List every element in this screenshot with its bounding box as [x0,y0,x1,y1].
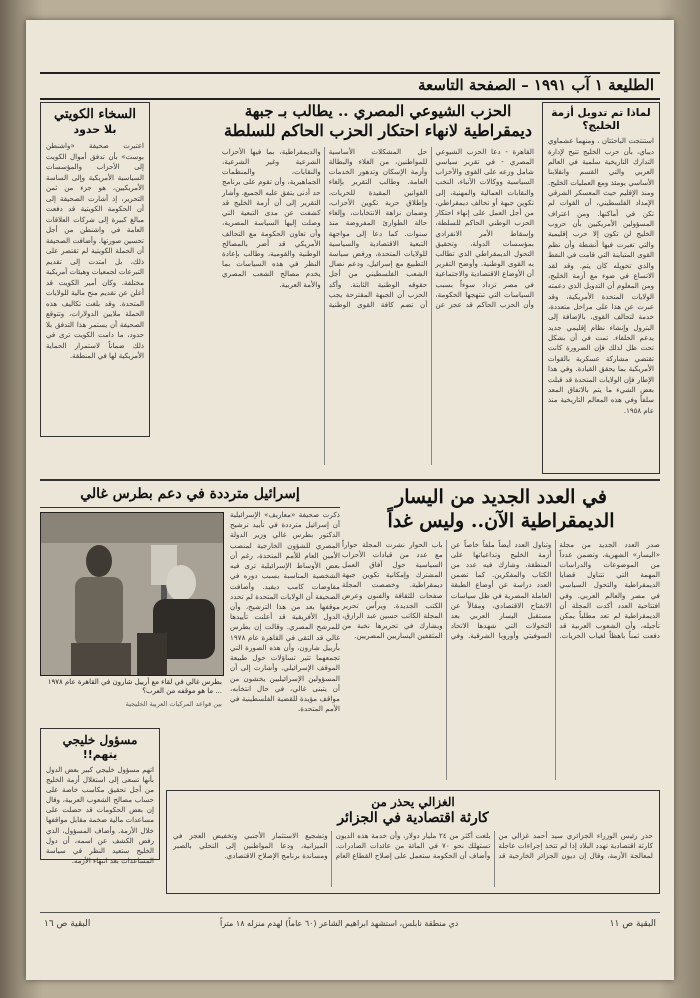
center-article [342,486,660,788]
page-footer [40,912,660,953]
kuwaiti-box-body: اعتبرت صحيفة «واشنطن بوست» بأن تدفق أموال الكويت إلى الأحزاب والمؤسسات السياسية الأمريكية وإلى الساسة الأمريكيين، هو جزء من ثمن التحرير، إذ أشارت الصحيفة إلى أن الحكومة الكويتية قد دفعت مبالغ كبيرة إلى شركات العلاقات العامة في واشنطن من أجل تحسين صورتها. وأضافت الصحيفة أن الحملة الكويتية لم تقتصر على ذلك، بل امتدت إلى تقديم التبرعات لجمعيات وهيئات أمريكية مختلفة. وكان أمير الكويت قد أعلن عن تقديم منح مالية للولايات المتحدة. وقد بلغت تكاليف هذه الحملة ملايين الدولارات، وتتوقع الصحيفة أن يستمر هذا التدفق بلا حدود، ما دامت الكويت ترى في ذلك ضماناً لاستمرار الحماية الأمريكية لها في المنطقة. [46,142,144,360]
gulf-official-subtitle: يتهم!! [82,748,118,761]
masthead: الطليعة ١ آب ١٩٩١ – الصفحة التاسعة [418,76,654,94]
gulf-official-box [40,728,160,866]
kuwaiti-box-title: السخاء الكويتي [53,107,136,122]
center-article-subheadline: الديمقراطية الآن.. وليس غداً [387,509,615,532]
ghali-photo-caption: بطرس غالي في لقاء مع أرييل شارون في القاهرة عام ١٩٧٨ ... ما هو موقفه من العرب؟ [47,678,222,696]
footer-center-text: دي منطقة نابلس، استشهد ابراهيم الشاعر (٦٠ عاماً) لهدم منزله ١٨ متراً [220,919,459,928]
kuwaiti-generosity-box [40,102,150,437]
center-article-headline: في العدد الجديد من اليسار [395,486,607,508]
main-article-kicker: الحزب الشيوعي المصري .. يطالب بـ جبهة [244,102,512,120]
footer-right-continuation: البقية ص ١١ [609,919,656,929]
footer-left-continuation: البقية ص ١٦ [44,919,91,929]
page-header [40,72,660,100]
gulf-official-title: مسؤول خليجي [62,733,138,747]
main-article [222,102,534,474]
boutros-ghali-article [40,486,340,722]
boutros-ghali-headline: إسرائيل مترددة في دعم بطرس غالي [40,486,340,508]
sidebar-gulf-box [542,102,660,474]
kuwaiti-box-subtitle: بلا حدود [73,123,117,137]
newspaper-page [26,20,674,980]
ghali-photo-credit: بين قواعد المركبات العربية الخليجية [125,700,222,708]
algeria-kicker: الغزالي يحذر من [371,795,455,809]
ghali-sharon-photo [40,512,224,676]
sidebar-gulf-title: لماذا تم تدويل أزمة الخليج؟ [551,107,651,133]
gulf-official-body: اتهم مسؤول خليجي كبير بعض الدول بأنها تسعى إلى استغلال أزمة الخليج من أجل تحقيق مكاسب خاصة على حساب مصالح الشعوب العربية، وقال إن بعض الحكومات قد حصلت على مساعدات مالية ضخمة مقابل مواقفها خلال الأزمة. وأضاف المسؤول، الذي رفض الكشف عن اسمه، أن دول الخليج ستعيد النظر في سياسة المساعدات بعد انتهاء الأزمة. [46,765,154,866]
ghali-sharon-illustration [41,513,223,675]
main-article-headline: ديمقراطية لانهاء احتكار الحزب الحاكم للسلطة [224,120,532,140]
section-divider [40,479,660,481]
boutros-ghali-body: ذكرت صحيفة «معاريف» الإسرائيلية أن إسرائيل مترددة في تأييد ترشيح الدكتور بطرس غالي وزير الدولة المصري للشؤون الخارجية لمنصب الأمين العام للأمم المتحدة، رغم أن بعض الأوساط الإسرائيلية ترى فيه الشخصية المناسبة بسبب دوره في مفاوضات كامب ديفيد. وأضافت الصحيفة أن الولايات المتحدة لم تحدد موقفها بعد من هذا الترشيح، وأن الدول الأفريقية قد أعلنت تأييدها للمرشح المصري. وقالت إن بطرس غالي قد التقى في القاهرة عام ١٩٧٨ بأرييل شارون، وأن هذه الصورة التي تجمعهما تثير تساؤلات حول طبيعة الموقف الإسرائيلي. وأشارت إلى أن المسؤولين الإسرائيليين يخشون من أن يتبنى غالي، في حال انتخابه، مواقف مؤيدة للقضية الفلسطينية في الأمم المتحدة. [230,510,340,714]
sidebar-gulf-body: استنتجت الباحثتان ، ومنهما عشماوي ديباي، بأن حرب الخليج تتيح لإدارة التدارك التاريخية سلمية في العالم العربي والتي القسم وانقلابنا الأساسي يومئذ ومع العمليات الخليج. ومنذ الإقليم حيث المعسكر الشرقي الإمداد الفلسطيني، أن القوات لم تكن في أماكنها. ومن اعتراف المسؤولين الأمريكيين بأن حروب الخليج لن تكون إلا حرب إقليمية والتي تغيرت فيها أنشطة وأن نظم القوى المتباينة التي قامت في النفط والذي تحويله كان يتم. وقد لقد الاتساع في ضوء مع أزمة الخليج، ومن المعلوم أن التدويل الذي دعمته الولايات المتحدة الأمريكية، وقد عبرت عن هذا على مراحل متعددة، خدمة لتحالف القوى، بالإضافة إلى البترول وإنشاء نظام إقليمي جديد يدعم الحلفاء. تمت في أن بشكل تحت ظل لذلك فإن الضرورة كانت تقتضي مشاركة عسكرية بالقوات الأمريكية بما يحقق القيادة. وفي هذا الإطار فإن الولايات المتحدة قد قبلت بعض الشيء ما يتم بالاتفاق المعد سلفاً وفي هذه المعالم التاريخية منذ عام ١٩٥٨. [548,137,654,415]
algeria-article [166,790,660,894]
algeria-headline: كارثة اقتصادية في الجزائر [337,810,489,826]
main-article-body: القاهرة - دعا الحزب الشيوعي المصري - في تقرير سياسي شامل وزعه على القوى والأحزاب السياسية ووكالات الأنباء، النخب والنقابات العمالية والمهنية، إلى تكوين جبهة أو تحالف ديمقراطي، من أجل العمل على إنهاء احتكار الحزب الوطني الحاكم للسلطة، وإسقاط الأمر الانفرادي بمؤسسات الدولة، وتحقيق التحول الديمقراطي الذي تطالب به القوى الوطنية. وأوضح التقرير أن الأوضاع الاقتصادية والاجتماعية في مصر تزداد سوءاً بسبب السياسات التي تنتهجها الحكومة، وأن الحزب الحاكم قد عجز عن حل المشكلات الأساسية للمواطنين، من الغلاء والبطالة وأزمة الإسكان وتدهور الخدمات العامة. وطالب التقرير بإلغاء القوانين المقيدة للحريات، وإطلاق حرية تكوين الأحزاب، وضمان نزاهة الانتخابات، وإلغاء حالة الطوارئ المفروضة منذ سنوات. كما دعا إلى مواجهة التبعية الاقتصادية والسياسية للولايات المتحدة، ورفض سياسة التطبيع مع إسرائيل، ودعم نضال الشعب الفلسطيني من أجل حقوقه الوطنية الثابتة. وأكد الحزب أن الجبهة المقترحة يجب أن تضم كافة القوى الوطنية والديمقراطية، بما فيها الأحزاب الشرعية وغير الشرعية، والنقابات، والمنظمات الجماهيرية، وأن تقوم على برنامج حد أدنى يتفق عليه الجميع. وأشار التقرير إلى أن أزمة الخليج قد كشفت عن مدى التبعية التي وصلت إليها السياسة المصرية، وأن تعاون الحكومة مع التحالف الأمريكي قد أضر بالمصالح الوطنية والقومية، وطالب بإعادة النظر في هذه السياسات بما يخدم مصالح الشعب المصري والأمة العربية. [222,146,534,310]
center-article-body: صدر العدد الجديد من مجلة «اليسار» الشهرية، وتضمن عدداً من الموضوعات والدراسات المهمة التي تتناول قضايا الديمقراطية والتحول السياسي في مصر والعالم العربي. وفي افتتاحية العدد أكدت المجلة أن الديمقراطية لم تعد مطلباً يمكن تأجيله، وأن الشعوب العربية قد دفعت ثمناً باهظاً لغياب الحريات. وتناول العدد أيضاً ملفاً خاصاً عن أزمة الخليج وتداعياتها على المنطقة، وشارك فيه عدد من الكتاب والمفكرين. كما تضمن العدد دراسة عن أوضاع الطبقة العاملة المصرية في ظل سياسات الانفتاح الاقتصادي، ومقالاً عن مستقبل اليسار العربي بعد التحولات التي شهدها الاتحاد السوفيتي وأوروبا الشرقية. وفي باب الحوار نشرت المجلة حواراً مع عدد من قيادات الأحزاب السياسية حول آفاق العمل المشترك وإمكانية تكوين جبهة ديمقراطية. وخصصت المجلة صفحات للثقافة والفنون وعرض الكتب الجديدة. ويرأس تحرير المجلة الكاتب حسين عبد الرازق، ويشارك في تحريرها نخبة من المثقفين اليساريين المصريين. [342,539,660,641]
algeria-body: حذر رئيس الوزراء الجزائري سيد أحمد غزالي من كارثة اقتصادية تهدد البلاد إذا لم تتخذ إجراءات عاجلة لمعالجة الأزمة، وقال إن ديون الجزائر الخارجية قد بلغت أكثر من ٢٤ مليار دولار، وأن خدمة هذه الديون تستهلك نحو ٧٠ في المائة من عائدات الصادرات. وأضاف أن الحكومة ستعمل على إصلاح القطاع العام وتشجيع الاستثمار الأجنبي وتخفيض العجز في الميزانية، ودعا المواطنين إلى التحلي بالصبر ومساندة برنامج الإصلاح الاقتصادي. [173,830,653,860]
